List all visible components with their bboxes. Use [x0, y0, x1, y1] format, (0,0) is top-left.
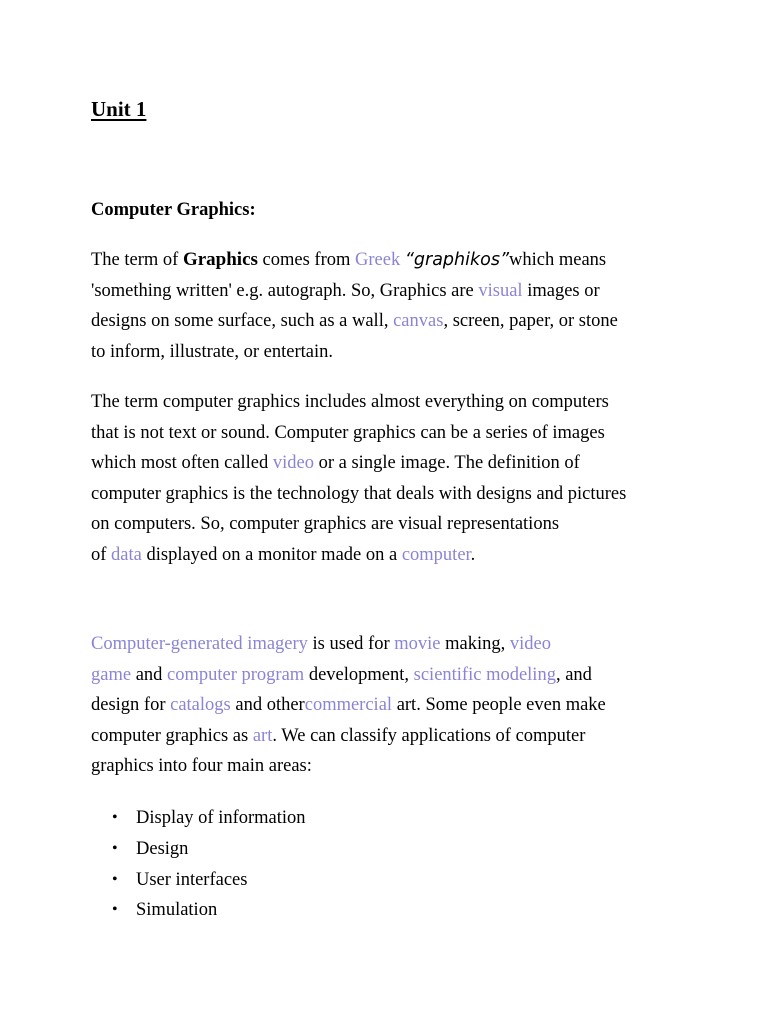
term-graphikos: “graphikos” [404, 250, 510, 270]
link-computer-program[interactable]: computer program [167, 664, 305, 685]
paragraph-graphics-definition [91, 245, 618, 367]
link-greek[interactable]: Greek [355, 250, 401, 270]
text-run: comes from [257, 250, 356, 270]
paragraph-line [91, 721, 606, 752]
term-graphics: Graphics [182, 249, 258, 270]
list-item [91, 834, 306, 865]
paragraph-line: The term computer graphics includes almost everything on computers [91, 392, 609, 412]
text-run: displayed on a monitor made on a [141, 544, 402, 565]
paragraph-computer-graphics-term [91, 387, 626, 571]
text-run: The term of [91, 250, 183, 270]
paragraph-applications [91, 629, 606, 782]
text-run: images or [522, 280, 600, 301]
bullet-icon: • [112, 901, 118, 919]
link-art[interactable]: art [252, 725, 273, 746]
list-item [91, 895, 306, 926]
paragraph-line [91, 306, 618, 337]
unit-title: Unit 1 [91, 97, 147, 121]
paragraph-line: computer graphics is the technology that deals with designs and pictures [91, 483, 627, 504]
text-run: . [470, 544, 476, 565]
paragraph-line [91, 690, 606, 721]
text-run: design for [91, 695, 171, 716]
link-video-game-part1[interactable]: video [509, 634, 551, 654]
link-commercial[interactable]: commercial [304, 695, 393, 716]
text-run: 'something written' e.g. autograph. So, Graphics are [91, 280, 479, 301]
link-visual[interactable]: visual [478, 280, 523, 301]
text-run: which means [509, 250, 607, 270]
list-item-label: Display of information [136, 808, 306, 828]
bullet-icon: • [112, 839, 118, 857]
section-heading: Computer Graphics: [91, 200, 256, 220]
list-item-label: User interfaces [136, 869, 248, 890]
text-run: . We can classify applications of computer [272, 725, 586, 746]
text-run: , and [555, 664, 592, 685]
link-computer[interactable]: computer [401, 544, 471, 565]
text-run: which most often called [91, 453, 273, 474]
text-run: is used for [307, 634, 395, 654]
paragraph-line: that is not text or sound. Computer graphics can be a series of images [91, 422, 605, 443]
application-areas-list [91, 803, 306, 926]
paragraph-line [91, 540, 626, 571]
text-run: and other [230, 695, 305, 716]
list-item-label: Design [136, 838, 189, 859]
list-item [91, 865, 306, 896]
text-run: art. Some people even make [392, 695, 606, 716]
text-run: designs on some surface, such as a wall, [91, 311, 394, 332]
text-run: making, [440, 634, 510, 654]
paragraph-line: on computers. So, computer graphics are visual representations [91, 514, 560, 535]
link-scientific-modeling[interactable]: scientific modeling [413, 664, 556, 685]
list-item [91, 803, 306, 834]
bullet-icon: • [112, 809, 118, 826]
text-run: , screen, paper, or stone [443, 311, 618, 332]
paragraph-line: to inform, illustrate, or entertain. [91, 341, 333, 362]
link-canvas[interactable]: canvas [393, 311, 444, 332]
link-movie[interactable]: movie [394, 634, 441, 654]
paragraph-line [91, 245, 618, 276]
link-video-game-part2[interactable]: game [91, 664, 132, 685]
text-run: computer graphics as [91, 725, 253, 746]
link-computer-generated-imagery[interactable]: Computer-generated imagery [91, 634, 308, 654]
bullet-icon: • [112, 870, 118, 888]
link-catalogs[interactable]: catalogs [170, 695, 231, 716]
text-run: or a single image. The definition of [313, 453, 580, 474]
text-run: of [91, 544, 112, 565]
paragraph-line [91, 660, 606, 691]
paragraph-line [91, 276, 618, 307]
text-run: development, [304, 664, 414, 685]
text-run: and [131, 664, 168, 685]
paragraph-line [91, 448, 626, 479]
paragraph-line: graphics into four main areas: [91, 756, 312, 777]
paragraph-line [91, 629, 606, 660]
link-video[interactable]: video [272, 453, 314, 474]
link-data[interactable]: data [111, 544, 142, 565]
list-item-label: Simulation [136, 900, 218, 921]
